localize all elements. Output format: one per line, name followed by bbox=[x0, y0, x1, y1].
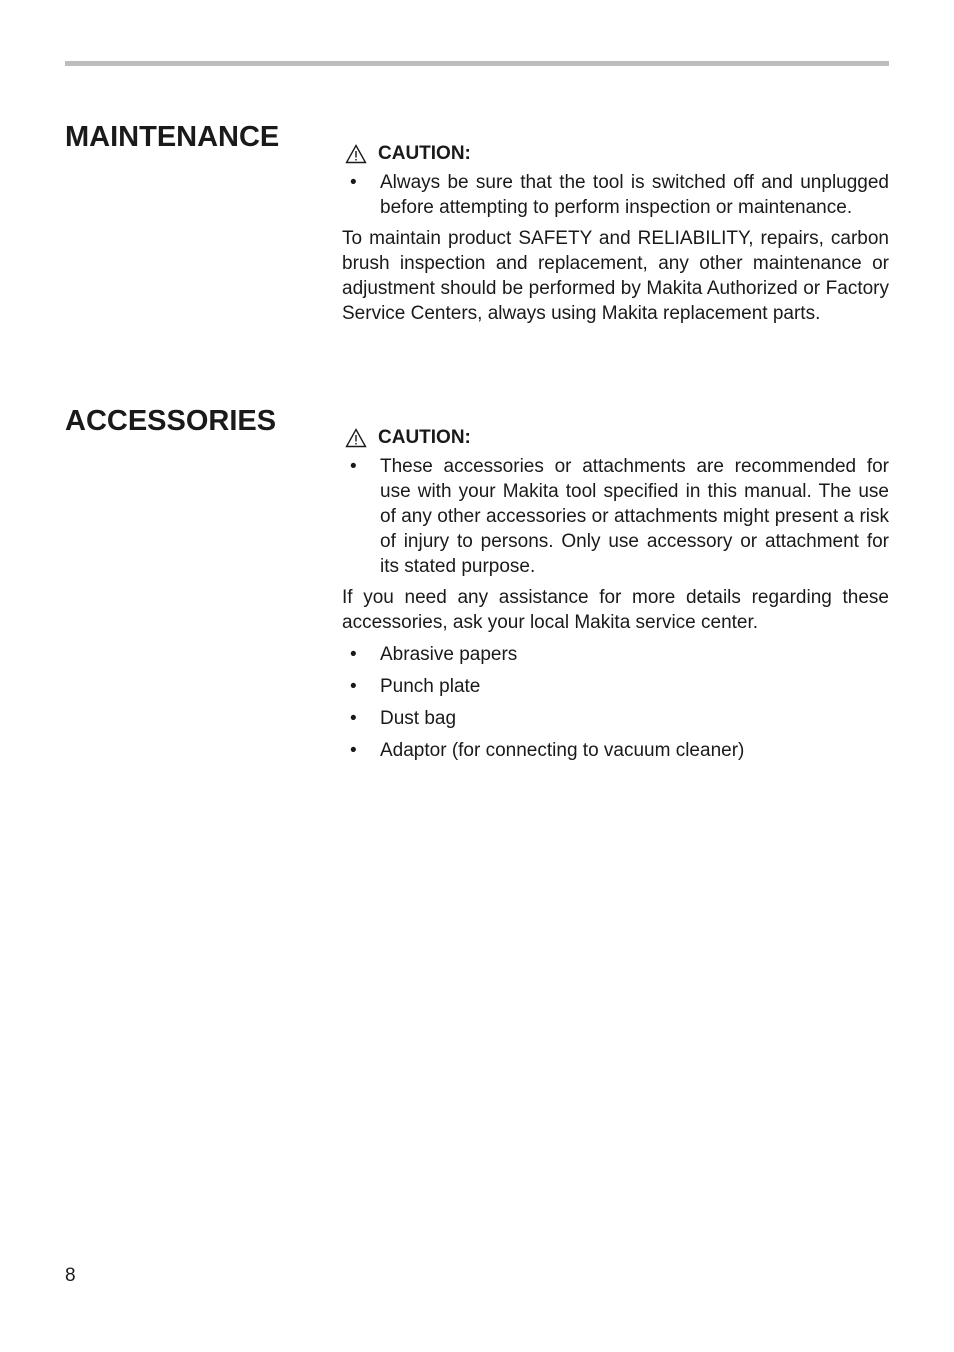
bullet-icon: • bbox=[350, 172, 357, 193]
accessories-paragraph: If you need any assistance for more details regarding these accessories, ask your local Makita service center. bbox=[342, 587, 889, 633]
maintenance-caution-list bbox=[342, 170, 889, 220]
page-number: 8 bbox=[65, 1265, 76, 1286]
maintenance-body bbox=[342, 141, 889, 326]
bullet-icon: • bbox=[350, 676, 357, 697]
accessories-title: ACCESSORIES bbox=[65, 405, 277, 437]
list-item bbox=[342, 674, 889, 699]
accessory-name: Punch plate bbox=[380, 676, 481, 697]
list-item bbox=[342, 170, 889, 220]
caution-label: CAUTION: bbox=[378, 143, 471, 164]
maintenance-caution-heading bbox=[342, 141, 889, 166]
header-rule bbox=[65, 61, 889, 66]
warning-triangle-icon bbox=[345, 144, 367, 164]
accessories-list bbox=[342, 642, 889, 763]
bullet-icon: • bbox=[350, 644, 357, 665]
bullet-icon: • bbox=[350, 740, 357, 761]
bullet-icon: • bbox=[350, 708, 357, 729]
caution-text: These accessories or attachments are recommended for use with your Makita tool specified in this manual. The use of any other accessories or attachments might present a risk of injury to persons. Only use accessory or attachment for its stated purpose. bbox=[380, 456, 889, 577]
warning-triangle-icon bbox=[345, 428, 367, 448]
maintenance-paragraph: To maintain product SAFETY and RELIABILITY, repairs, carbon brush inspection and replacement, any other maintenance or adjustment should be performed by Makita Authorized or Factory Service Centers, always using Makita replacement parts. bbox=[342, 228, 889, 324]
list-item bbox=[342, 706, 889, 731]
accessories-caution-heading bbox=[342, 425, 889, 450]
maintenance-title: MAINTENANCE bbox=[65, 121, 280, 153]
list-item bbox=[342, 738, 889, 763]
accessory-name: Adaptor (for connecting to vacuum cleaner) bbox=[380, 740, 745, 761]
list-item bbox=[342, 642, 889, 667]
accessories-caution-list bbox=[342, 454, 889, 579]
list-item bbox=[342, 454, 889, 579]
accessories-body bbox=[342, 425, 889, 770]
accessory-name: Abrasive papers bbox=[380, 644, 518, 665]
bullet-icon: • bbox=[350, 456, 357, 477]
accessory-name: Dust bag bbox=[380, 708, 457, 729]
caution-text: Always be sure that the tool is switched off and unplugged before attempting to perform inspection or maintenance. bbox=[380, 172, 889, 218]
caution-label: CAUTION: bbox=[378, 427, 471, 448]
